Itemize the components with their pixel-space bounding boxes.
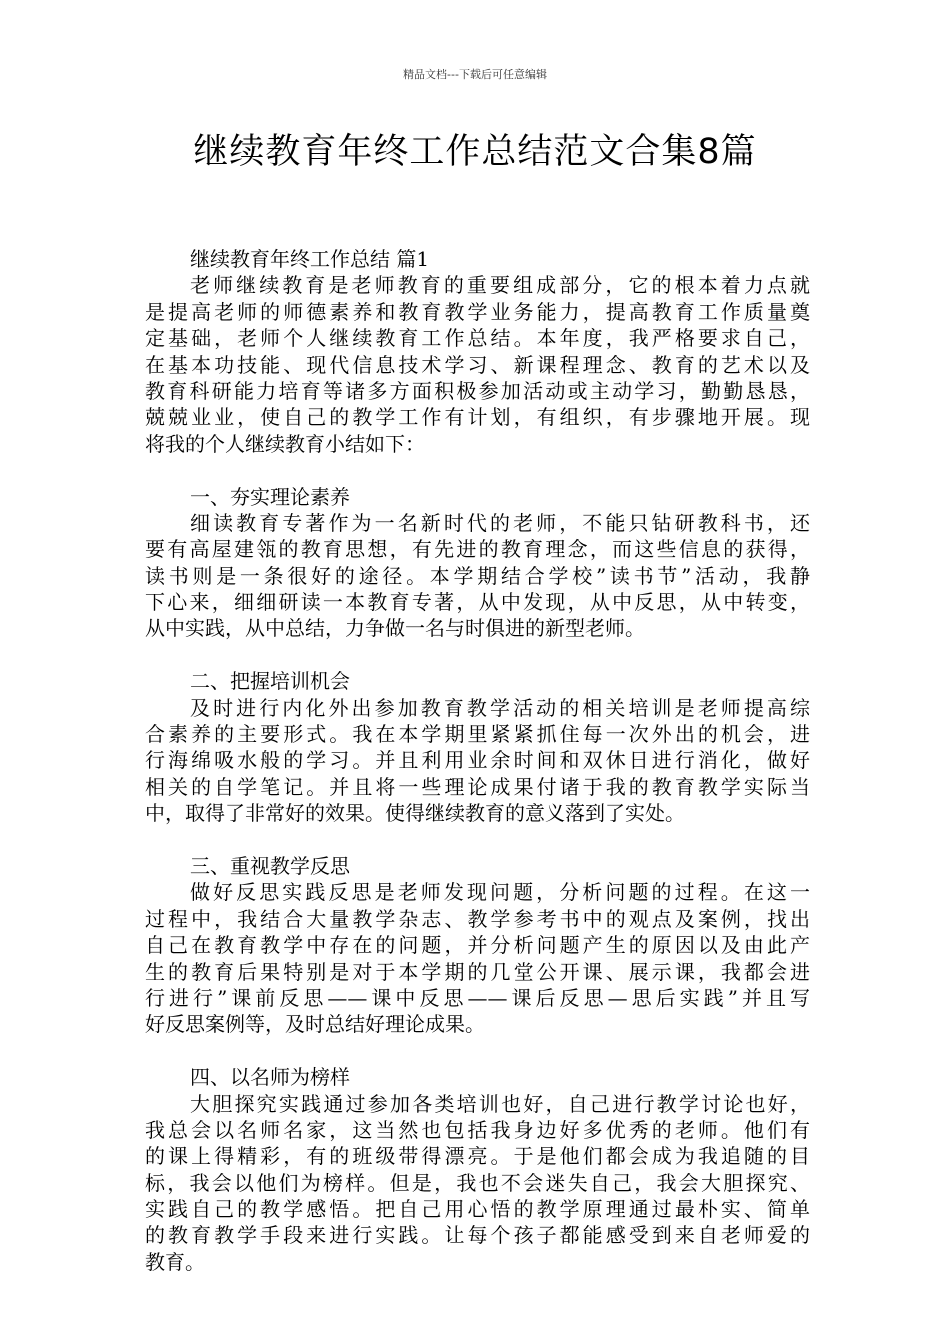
paragraph-line: 我总会以名师名家，这当然也包括我身边好多优秀的老师。他们有 <box>145 1117 810 1142</box>
document-title: 继续教育年终工作总结范文合集8篇 <box>193 132 757 172</box>
paragraph-line: 是提高老师的师德素养和教育教学业务能力，提高教育工作质量奠 <box>145 299 810 324</box>
paragraph-line: 标，我会以他们为榜样。但是，我也不会迷失自己，我会大胆探究、 <box>145 1170 810 1195</box>
paragraph-gap <box>145 827 810 853</box>
paragraph-line: 兢兢业业，使自己的教学工作有计划，有组织，有步骤地开展。现 <box>145 405 810 430</box>
section-heading: 二、把握培训机会 <box>190 669 350 694</box>
paragraph-line: 过程中，我结合大量教学杂志、教学参考书中的观点及案例，找出 <box>145 906 810 931</box>
document-body <box>145 246 810 1275</box>
paragraph-line: 将我的个人继续教育小结如下： <box>145 431 425 456</box>
paragraph-line: 实践自己的教学感悟。把自己用心悟的教学原理通过最朴实、简单 <box>145 1197 810 1222</box>
section-heading: 继续教育年终工作总结 篇1 <box>190 247 430 271</box>
paragraph-line: 的课上得精彩，有的班级带得漂亮。于是他们都会成为我追随的目 <box>145 1144 810 1169</box>
paragraph-line: 大胆探究实践通过参加各类培训也好，自己进行教学讨论也好， <box>190 1091 810 1116</box>
paragraph-line: 定基础，老师个人继续教育工作总结。本年度，我严格要求自己， <box>145 326 810 351</box>
paragraph-line: 教育科研能力培育等诸多方面积极参加活动或主动学习，勤勤恳恳， <box>145 378 810 403</box>
paragraph-line: 相关的自学笔记。并且将一些理论成果付诸于我的教育教学实际当 <box>145 774 810 799</box>
paragraph-line: 在基本功技能、现代信息技术学习、新课程理念、教育的艺术以及 <box>145 352 810 377</box>
paragraph-line: 从中实践，从中总结，力争做一名与时俱进的新型老师。 <box>145 616 645 641</box>
paragraph-line: 的教育教学手段来进行实践。让每个孩子都能感受到来自老师爱的 <box>145 1223 810 1248</box>
paragraph <box>145 272 810 457</box>
paragraph-line: 下心来，细细研读一本教育专著，从中发现，从中反思，从中转变， <box>145 590 810 615</box>
paragraph-line: 生的教育后果特别是对于本学期的几堂公开课、展示课，我都会进 <box>145 959 810 984</box>
paragraph <box>145 695 810 827</box>
paragraph-line: 教育。 <box>145 1249 205 1274</box>
paragraph-line: 合素养的主要形式。我在本学期里紧紧抓住每一次外出的机会，进 <box>145 722 810 747</box>
paragraph <box>145 879 810 1037</box>
paragraph-line: 自己在教育教学中存在的问题，并分析问题产生的原因以及由此产 <box>145 933 810 958</box>
paragraph-line: 行进行”课前反思——课中反思——课后反思—思后实践”并且写 <box>145 985 810 1010</box>
section-heading: 四、以名师为榜样 <box>190 1065 350 1090</box>
paragraph-line: 老师继续教育是老师教育的重要组成部分，它的根本着力点就 <box>190 273 810 298</box>
paragraph-gap <box>145 1038 810 1064</box>
header-note: 精品文档---下载后可任意编辑 <box>403 68 547 81</box>
paragraph-gap <box>145 457 810 483</box>
paragraph <box>145 1091 810 1276</box>
paragraph-line: 及时进行内化外出参加教育教学活动的相关培训是老师提高综 <box>190 695 810 720</box>
paragraph-line: 中，取得了非常好的效果。使得继续教育的意义落到了实处。 <box>145 801 685 826</box>
paragraph-line: 要有高屋建瓴的教育思想，有先进的教育理念，而这些信息的获得， <box>145 537 810 562</box>
paragraph <box>145 510 810 642</box>
paragraph-line: 好反思案例等，及时总结好理论成果。 <box>145 1012 485 1037</box>
paragraph-line: 做好反思实践反思是老师发现问题，分析问题的过程。在这一 <box>190 880 810 905</box>
paragraph-line: 行海绵吸水般的学习。并且利用业余时间和双休日进行消化，做好 <box>145 748 810 773</box>
section-heading: 三、重视教学反思 <box>190 853 350 878</box>
paragraph-line: 读书则是一条很好的途径。本学期结合学校”读书节”活动，我静 <box>145 563 810 588</box>
paragraph-line: 细读教育专著作为一名新时代的老师，不能只钻研教科书，还 <box>190 510 810 535</box>
section-heading: 一、夯实理论素养 <box>190 484 350 509</box>
paragraph-gap <box>145 642 810 668</box>
